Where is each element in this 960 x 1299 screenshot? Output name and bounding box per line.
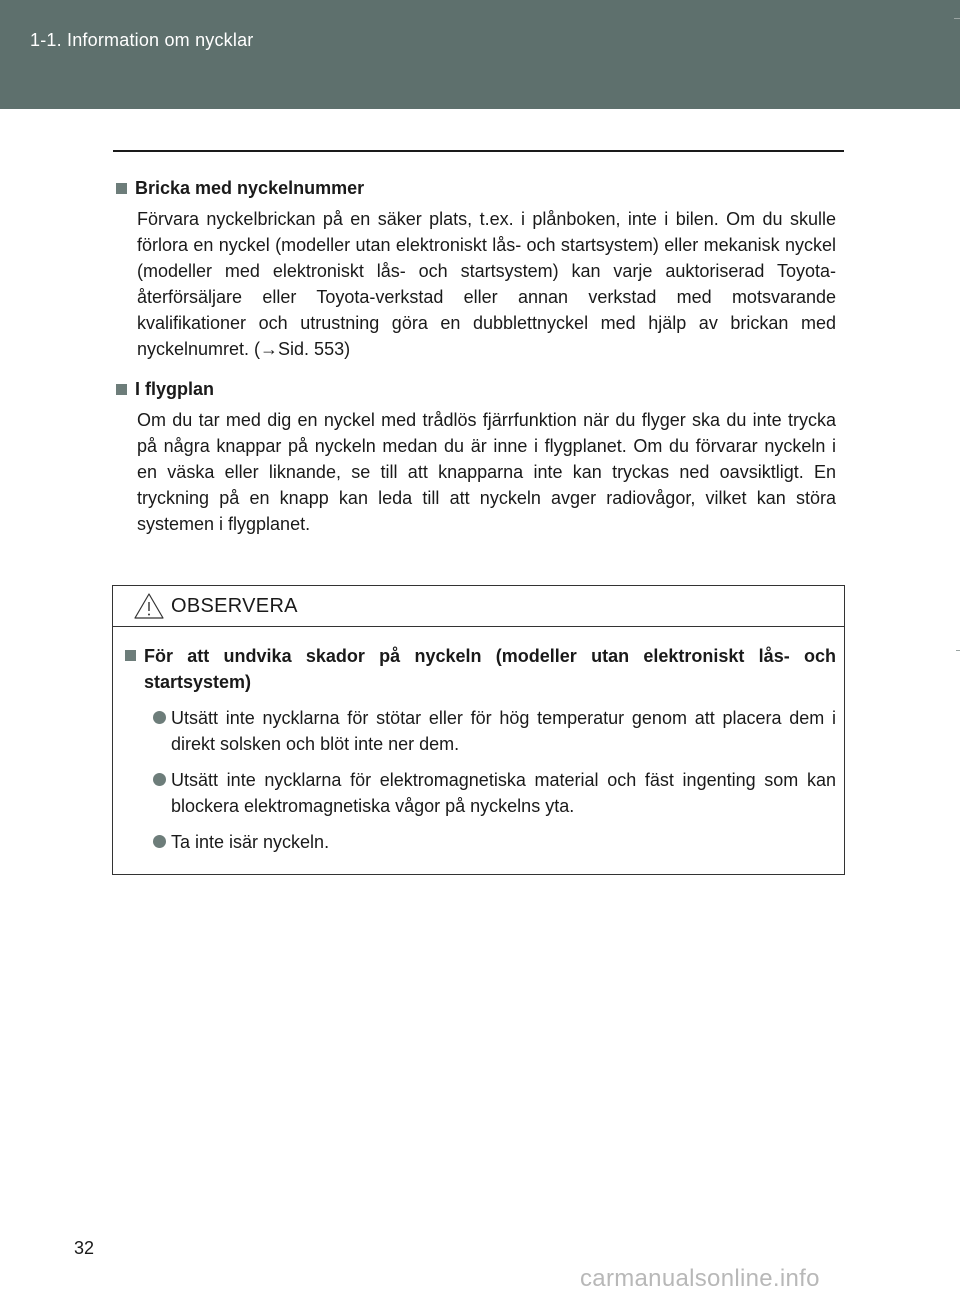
square-bullet-icon: [116, 384, 127, 395]
section-heading-text: I flygplan: [135, 379, 215, 399]
page-number: 32: [74, 1238, 95, 1258]
section-body: Om du tar med dig en nyckel med trådlös fjärrfunktion när du flyger ska du inte trycka på några knappar på nyckeln medan du är inne i flygplanet. Om du förvarar nyckeln i en väska eller liknande, se till att knapparna inte kan tryckas ned oavsiktligt. En tryckning på en knapp kan leda till att nyckeln avger radiovågor, vilket kan störa systemen i flygplanet.: [137, 410, 836, 534]
notice-item: [153, 705, 836, 757]
circle-bullet-icon: [153, 711, 166, 724]
section-heading-text: Bricka med nyckelnummer: [135, 178, 365, 198]
square-bullet-icon: [125, 650, 136, 661]
watermark: carmanualsonline.info: [580, 1265, 820, 1292]
notice-item-text: Utsätt inte nycklarna för stötar eller för hög temperatur genom att placera dem i direkt solsken och blöt inte ner dem.: [171, 708, 836, 754]
notice-item-text: Ta inte isär nyckeln.: [171, 832, 330, 852]
crop-mark-top: [954, 18, 960, 19]
notice-item-text: Utsätt inte nycklarna för elektromagnetiska material och fäst ingenting som kan blockera elektromagnetiska vågor på nyckelns yta.: [171, 770, 836, 816]
crop-mark-middle: [956, 650, 960, 651]
notice-label: OBSERVERA: [171, 594, 298, 617]
notice-box: [112, 585, 845, 875]
top-rule: [113, 150, 844, 152]
notice-item: [153, 767, 836, 819]
notice-header: [113, 586, 844, 627]
square-bullet-icon: [116, 183, 127, 194]
notice-content: [113, 627, 844, 855]
section-key-tag: [116, 176, 836, 362]
section-heading: [116, 176, 836, 200]
section-heading: [116, 377, 836, 401]
header-title: 1-1. Information om nycklar: [30, 30, 254, 50]
circle-bullet-icon: [153, 773, 166, 786]
notice-heading-text: För att undvika skador på nyckeln (modeller utan elektroniskt lås- och startsystem): [144, 646, 836, 692]
notice-heading: [125, 643, 836, 695]
notice-item: [153, 829, 836, 855]
header-band: [0, 0, 960, 109]
warning-triangle-icon: [133, 592, 165, 620]
circle-bullet-icon: [153, 835, 166, 848]
section-body: Förvara nyckelbrickan på en säker plats, t.ex. i plånboken, inte i bilen. Om du skulle förlora en nyckel (modeller utan elektroniskt lås- och startsystem) eller mekanisk nyckel (modeller med elektroniskt lås- och startsystem) kan varje auktoriserad Toyota-återförsäljare eller Toyota-verkstad eller annan verkstad med motsvarande kvalifikationer och utrustning göra en dubblettnyckel med hjälp av brickan med nyckelnumret. (→Sid. 553): [137, 209, 836, 359]
section-airplane: [116, 377, 836, 537]
